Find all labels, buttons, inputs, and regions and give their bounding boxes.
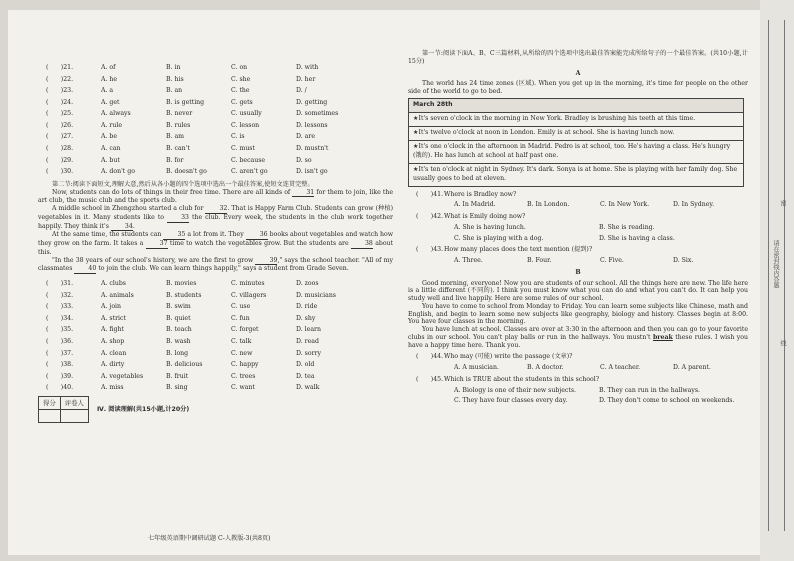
option-d: D. read: [296, 338, 319, 346]
question-41-options: A. In Madrid. B. In London. C. In New York. D. In Sydney.: [454, 201, 715, 209]
answer-blank[interactable]: ( )39.: [46, 372, 74, 380]
cloze-options: [38, 278, 393, 394]
cloze-paragraph-3: At the same time, the students can 35 a lot from it. They 36 books about vegetables and watch how they grow on the farm. It takes a 37 time to watch the vegetables grow. But the students are 38 about this.: [38, 231, 394, 256]
question-45-options-ab: A. Biology is one of their new subjects. B. They can run in the hallways.: [454, 386, 701, 394]
option-b: B. swim: [166, 303, 191, 311]
option-b: B. an: [166, 87, 183, 95]
answer-blank[interactable]: ( )33.: [46, 303, 74, 311]
reading-instruction: 第一节:阅读下面A、B、C三篇材料,从所给的四个选项中选出最佳答案能完成所给句子的一个最佳答案。(共10小题,计15分): [408, 50, 748, 65]
option-a: A. always: [101, 110, 131, 118]
question-43-options: A. Three. B. Four. C. Five. D. Six.: [454, 257, 694, 265]
option-d: D. lessons: [296, 121, 328, 129]
time-zone-table: [408, 98, 744, 187]
answer-blank[interactable]: ( )37.: [46, 349, 74, 357]
answer-blank[interactable]: ( )24.: [46, 98, 74, 106]
left-column: [38, 10, 393, 423]
option-b: B. is getting: [166, 98, 205, 106]
option-c: C. forget: [231, 326, 259, 334]
option-d: D. with: [296, 63, 319, 71]
passage-b-letter: B: [575, 268, 581, 276]
option-d: D. walk: [296, 384, 320, 392]
option-c: C. because: [231, 156, 266, 164]
option-row: [38, 383, 393, 395]
option-a: A. of: [101, 63, 116, 71]
blank-32[interactable]: 32: [205, 205, 227, 214]
score-row: [38, 396, 393, 423]
question-45: ( )45. Which is TRUE about the students in this school?: [408, 376, 748, 384]
option-d: D. tea: [296, 372, 315, 380]
passage-a-letter: A: [575, 69, 581, 77]
option-c: C. gets: [231, 98, 253, 106]
seal-line: [768, 20, 769, 531]
option-c: C. talk: [231, 338, 252, 346]
question-42-options-ab: A. She is having lunch. B. She is reading.: [454, 223, 655, 231]
option-c: C. usually: [231, 110, 262, 118]
option-a: A. shop: [101, 338, 125, 346]
answer-blank[interactable]: ( )32.: [46, 291, 74, 299]
option-c: C. new: [231, 349, 253, 357]
option-d: D. musicians: [296, 291, 336, 299]
answer-blank[interactable]: ( )31.: [46, 280, 74, 288]
option-c: C. aren't go: [231, 168, 268, 176]
answer-blank[interactable]: ( )45.: [416, 375, 444, 383]
answer-blank[interactable]: ( )35.: [46, 326, 74, 334]
option-c: C. she: [231, 75, 251, 83]
option-c: C. lesson: [231, 121, 260, 129]
cloze-instruction: 第二节:阅读下面短文,理解大意,然后从各小题的四个选项中选出一个最佳答案,使短文连贯完整。: [52, 180, 314, 188]
right-column: [408, 10, 748, 405]
option-row: [38, 166, 393, 178]
seal-char-xian: 线: [779, 340, 786, 346]
table-row: ★It's twelve o'clock at noon in London. Emily is at school. She is having lunch now.: [409, 126, 744, 140]
cloze-passage: [38, 181, 393, 274]
passage-b: [408, 280, 748, 350]
option-b: B. am: [166, 133, 185, 141]
option-b: B. fruit: [166, 372, 189, 380]
seal-char-mi: 密: [779, 200, 786, 206]
option-c: C. want: [231, 384, 255, 392]
option-d: D. old: [296, 361, 315, 369]
answer-blank[interactable]: ( )43.: [416, 246, 444, 254]
option-d: D. mustn't: [296, 145, 329, 153]
option-row: [38, 132, 393, 144]
option-d: D. ride: [296, 303, 318, 311]
answer-blank[interactable]: ( )25.: [46, 110, 74, 118]
table-row: ★It's ten o'clock at night in Sydney. It's dark. Sonya is at home. She is playing with her family dog. She usually goes to bed at eleven.: [409, 163, 744, 186]
option-c: C. trees: [231, 372, 256, 380]
blank-39[interactable]: 39: [255, 257, 277, 266]
option-d: D. so: [296, 156, 312, 164]
option-b: B. rules: [166, 121, 191, 129]
option-a: A. animals: [101, 291, 134, 299]
answer-blank[interactable]: ( )29.: [46, 156, 74, 164]
option-row: [38, 290, 393, 302]
option-row: [38, 313, 393, 325]
answer-blank[interactable]: ( )41.: [416, 190, 444, 198]
answer-blank[interactable]: ( )40.: [46, 384, 74, 392]
question-43: ( )43. How many places does the text mention (提到)?: [408, 246, 748, 254]
option-a: A. but: [101, 156, 120, 164]
option-row: [38, 278, 393, 290]
option-row: [38, 348, 393, 360]
option-b: B. never: [166, 110, 193, 118]
option-a: A. dirty: [101, 361, 125, 369]
option-c: C. minutes: [231, 280, 265, 288]
grader-cell[interactable]: [60, 410, 88, 423]
option-b: B. in: [166, 63, 181, 71]
option-a: A. don't go: [101, 168, 135, 176]
option-a: A. strict: [101, 314, 126, 322]
option-a: A. clean: [101, 349, 127, 357]
option-row: [38, 325, 393, 337]
option-b: B. his: [166, 75, 184, 83]
option-c: C. must: [231, 145, 255, 153]
answer-blank[interactable]: ( )21.: [46, 63, 74, 71]
answer-blank[interactable]: ( )36.: [46, 338, 74, 346]
option-d: D. zoos: [296, 280, 319, 288]
option-row: [38, 359, 393, 371]
option-d: D. shy: [296, 314, 316, 322]
section2-options: [38, 62, 393, 178]
option-c: C. on: [231, 63, 248, 71]
answer-blank[interactable]: ( )34.: [46, 314, 74, 322]
blank-31[interactable]: 31: [292, 189, 314, 198]
blank-35[interactable]: 35: [163, 231, 185, 240]
option-c: C. is: [231, 133, 245, 141]
option-row: [38, 155, 393, 167]
answer-blank[interactable]: ( )38.: [46, 361, 74, 369]
option-a: A. can: [101, 145, 121, 153]
option-d: D. are: [296, 133, 315, 141]
blank-38[interactable]: 38: [351, 240, 373, 249]
option-a: A. clubs: [101, 280, 126, 288]
option-b: B. students: [166, 291, 202, 299]
question-44: ( )44. Who may (可能) write the passage (文章)?: [408, 353, 748, 361]
score-box: [38, 396, 89, 423]
table-title: March 28th: [409, 98, 744, 112]
option-a: A. he: [101, 75, 118, 83]
option-d: D. her: [296, 75, 316, 83]
table-row: ★It's seven o'clock in the morning in New York. Bradley is brushing his teeth at this time.: [409, 112, 744, 126]
cloze-paragraph-2: A middle school in Zhengzhou started a club for 32. That is Happy Farm Club. Students can grow (种植) vegetables in it. Many students like to 33 the club. Every week, the students in the club work together happily. They think it's 34.: [38, 205, 394, 230]
option-row: [38, 108, 393, 120]
score-cell[interactable]: [39, 410, 61, 423]
seal-notice: 请在密封线内答题: [772, 240, 779, 288]
option-a: A. join: [101, 303, 122, 311]
option-d: D. sorry: [296, 349, 321, 357]
answer-blank[interactable]: ( )27.: [46, 133, 74, 141]
option-a: A. get: [101, 98, 120, 106]
option-row: [38, 301, 393, 313]
option-row: [38, 336, 393, 348]
answer-blank[interactable]: ( )28.: [46, 145, 74, 153]
option-a: A. be: [101, 133, 118, 141]
answer-blank[interactable]: ( )44.: [416, 353, 444, 361]
section4-title: Ⅳ. 阅读理解(共15小题,计20分): [96, 405, 190, 413]
question-42-options-cd: C. She is playing with a dog. D. She is having a class.: [454, 234, 675, 242]
seal-line: [784, 20, 785, 531]
option-b: B. sing: [166, 384, 188, 392]
answer-blank[interactable]: ( )22.: [46, 75, 74, 83]
option-row: [38, 143, 393, 155]
score-label: 得分: [39, 397, 61, 410]
option-a: A. a: [101, 87, 114, 95]
cloze-paragraph-4: "In the 38 years of our school's history, we are the first to grow 39," says the school teacher. "All of my classmates 40 to join the club. We can learn things happily," says a student from Grade Seven.: [38, 256, 393, 273]
option-c: C. fun: [231, 314, 250, 322]
passage-b-paragraph-3: You have lunch at school. Classes are over at 3:30 in the afternoon and then you can go to your favorite clubs in our school. You can't play balls or run in the hallways. You mustn't break these rules. I wish you have a happy time here. Thank you.: [408, 326, 749, 349]
option-a: A. fight: [101, 326, 124, 334]
option-b: B. teach: [166, 326, 192, 334]
question-42: ( )42. What is Emily doing now?: [408, 213, 748, 221]
blank-37[interactable]: 37: [146, 240, 168, 249]
table-row: ★It's one o'clock in the afternoon in Madrid. Pedro is at school, too. He's having a class. He's hungry (饿的). He has lunch at school at half past one.: [409, 140, 744, 163]
option-b: B. doesn't go: [166, 168, 207, 176]
question-45-options-cd: C. They have four classes every day. D. They don't come to school on weekends.: [454, 397, 735, 405]
option-row: [38, 85, 393, 97]
underlined-word: break: [652, 333, 673, 341]
option-row: [38, 62, 393, 74]
option-b: B. quiet: [166, 314, 191, 322]
answer-blank[interactable]: ( )26.: [46, 121, 74, 129]
option-c: C. use: [231, 303, 251, 311]
option-b: B. can't: [166, 145, 190, 153]
passage-b-paragraph-2: You have to come to school from Monday to Friday. You can learn some subjects like Chinese, math and English, and begin to learn some new subjects like geography, biology and history. Classes begin at 8:00. You have four classes in the morning.: [408, 302, 748, 326]
blank-34[interactable]: 34: [111, 223, 133, 232]
grader-label: 评卷人: [60, 397, 88, 410]
exam-sheet: [8, 10, 760, 555]
question-41: ( )41. Where is Bradley now?: [408, 191, 748, 199]
option-b: B. wash: [166, 338, 191, 346]
option-row: [38, 120, 393, 132]
option-c: C. the: [231, 87, 250, 95]
option-b: B. for: [166, 156, 184, 164]
option-a: A. vegetables: [101, 372, 144, 380]
passage-b-paragraph-1: Good morning, everyone! Now you are students of our school. All the things here are new. The life here is a little different (不同的). I think you must know what you can do and what you can't do. It can help you study well and live happily. Here are some rules of our school.: [408, 279, 748, 303]
page-footer: 七年级英语期中调研试题 C-人教版-3(共8页): [148, 535, 271, 542]
binding-margin: [760, 0, 794, 561]
blank-40[interactable]: 40: [74, 265, 96, 274]
option-b: B. long: [166, 349, 189, 357]
option-c: C. happy: [231, 361, 259, 369]
option-row: [38, 74, 393, 86]
option-b: B. movies: [166, 280, 197, 288]
question-44-options: A. A musician. B. A doctor. C. A teacher. D. A parent.: [454, 364, 711, 372]
option-a: A. miss: [101, 384, 124, 392]
option-row: [38, 371, 393, 383]
option-row: [38, 97, 393, 109]
option-c: C. villagers: [231, 291, 267, 299]
blank-33[interactable]: 33: [167, 214, 189, 223]
option-d: D. /: [296, 87, 307, 95]
option-d: D. sometimes: [296, 110, 339, 118]
option-d: D. getting: [296, 98, 328, 106]
blank-36[interactable]: 36: [246, 231, 268, 240]
answer-blank[interactable]: ( )42.: [416, 213, 444, 221]
option-b: B. delicious: [166, 361, 203, 369]
answer-blank[interactable]: ( )23.: [46, 87, 74, 95]
passage-a-intro: The world has 24 time zones (区域). When you get up in the morning, it's time for people on the other side of the world to go to bed.: [408, 80, 748, 95]
option-d: D. isn't go: [296, 168, 328, 176]
option-a: A. rule: [101, 121, 122, 129]
cloze-paragraph-1: Now, students can do lots of things in their free time. There are all kinds of 31 for them to join, like the art club, the music club and the sports club.: [38, 188, 393, 205]
option-d: D. learn: [296, 326, 321, 334]
answer-blank[interactable]: ( )30.: [46, 168, 74, 176]
